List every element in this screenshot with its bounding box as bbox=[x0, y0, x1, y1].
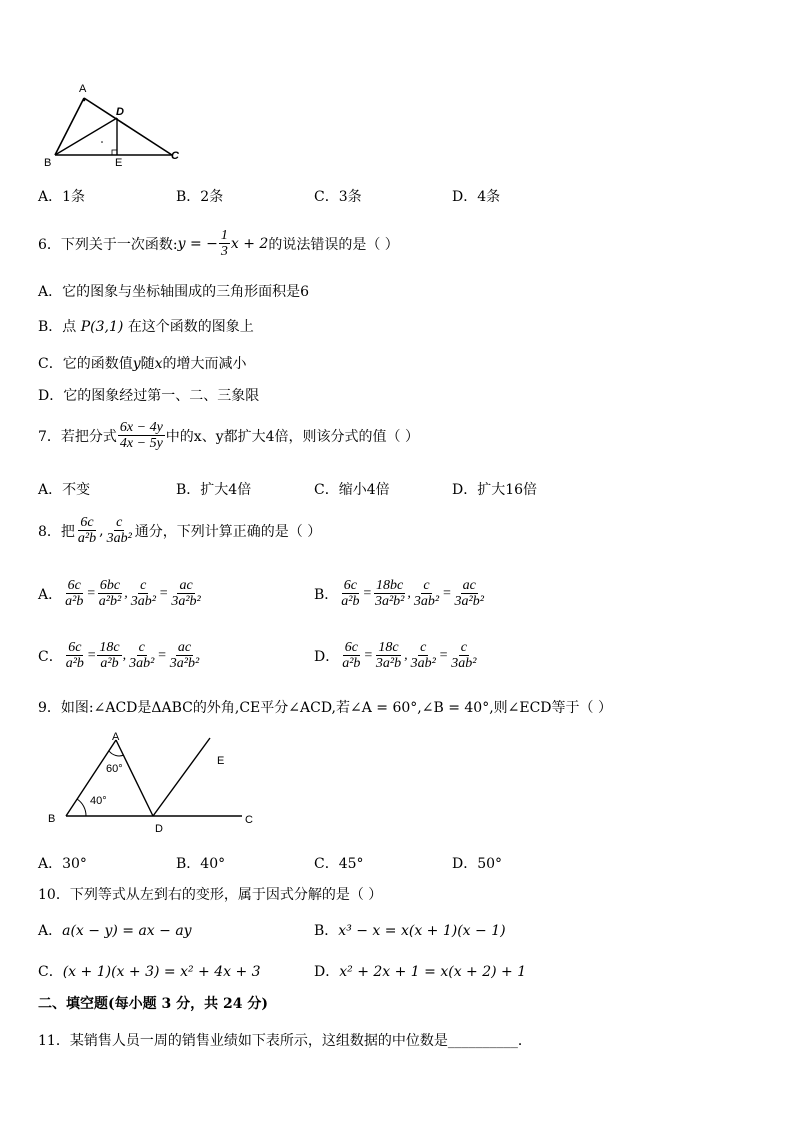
q10-option-d-expr: x² + 2x + 1 = x(x + 2) + 1 bbox=[339, 964, 527, 980]
q9-fig-angle-b: 40° bbox=[90, 795, 107, 807]
q8-a-f4-num: ac bbox=[179, 578, 193, 593]
q6-option-c-y: y bbox=[132, 356, 141, 372]
q8-b-f3-den: 3ab² bbox=[413, 594, 440, 609]
q6-frac-den: 3 bbox=[220, 244, 228, 259]
q10-option-b-expr: x³ − x = x(x + 1)(x − 1) bbox=[338, 923, 506, 939]
q6-option-a[interactable]: A．它的图象与坐标轴围成的三角形面积是6 bbox=[38, 284, 310, 300]
q6-stem bbox=[38, 228, 399, 259]
q10-option-a-label: A． bbox=[38, 923, 63, 939]
q7-frac-num: 6x − 4y bbox=[119, 420, 163, 435]
q6-option-b-point: P(3,1) bbox=[80, 319, 124, 335]
q8-b-f1-den: a²b bbox=[341, 594, 360, 609]
q8-b-f2-den: 3a²b² bbox=[374, 594, 405, 609]
q8-a-f4-den: 3a²b² bbox=[171, 594, 201, 609]
q8-option-b[interactable]: B． $\frac{6c}{\text{a²b}}$ = $\frac{18bc}{\text{3a²b²}}$ , $\frac{c}{\text{3ab²}}$ = $\frac{ac}{\text{3a²b²}}$ bbox=[314, 578, 484, 609]
q6-formula-lhs: y = − bbox=[177, 235, 218, 252]
q8-a-f2-num: 6bc bbox=[99, 578, 121, 593]
fig5-label-c: C bbox=[171, 150, 179, 162]
q6-fraction bbox=[219, 228, 230, 259]
q8-d-f1-num: 6c bbox=[344, 640, 358, 655]
q6-suffix: 的说法错误的是（ ） bbox=[268, 236, 399, 253]
q9-option-a[interactable]: A．30° bbox=[38, 856, 87, 872]
q9-option-d[interactable]: D．50° bbox=[452, 856, 503, 872]
q5-option-c[interactable]: C．3条 bbox=[314, 189, 362, 205]
q8-c-f2-num: 18c bbox=[99, 640, 120, 655]
exterior-angle-figure-q9 bbox=[40, 728, 270, 836]
q7-option-b[interactable]: B．扩大4倍 bbox=[176, 482, 252, 498]
q10-option-a-expr: a(x − y) = ax − ay bbox=[62, 923, 192, 939]
q8-c-f3-den: 3ab² bbox=[129, 656, 155, 671]
q6-option-c-x: x bbox=[154, 356, 163, 372]
q7-prefix: 7．若把分式 bbox=[38, 428, 117, 445]
q8-option-c[interactable]: C． $\frac{6c}{\text{a²b}}$ = $\frac{18c}{\text{a²b}}$ , $\frac{c}{\text{3ab²}}$ = $\frac{ac}{\text{3a²b²}}$ bbox=[38, 640, 200, 671]
q5-option-b[interactable]: B．2条 bbox=[176, 189, 224, 205]
q9-stem: 9．如图:∠ACD是ΔABC的外角,CE平分∠ACD,若∠A = 60°,∠B = 40°,则∠ECD等于（ ） bbox=[38, 700, 612, 716]
fig5-label-e: E bbox=[115, 157, 123, 168]
q8-f1-den: a²b bbox=[77, 531, 97, 546]
q10-option-c[interactable] bbox=[38, 961, 261, 981]
q7-option-d[interactable]: D．扩大16倍 bbox=[452, 482, 538, 498]
q7-suffix: 中的x、y都扩大4倍，则该分式的值（ ） bbox=[165, 428, 419, 445]
q9-fig-angle-a: 60° bbox=[106, 763, 123, 775]
q6-frac-num: 1 bbox=[220, 228, 228, 243]
q8-f2-num: c bbox=[116, 515, 123, 530]
q7-option-c[interactable]: C．缩小4倍 bbox=[314, 482, 390, 498]
q8-option-a-label: A． bbox=[38, 586, 63, 603]
q8-fraction-1 bbox=[76, 515, 98, 546]
q8-f2-den: 3ab² bbox=[106, 531, 132, 546]
q8-b-f3-num: c bbox=[423, 578, 430, 593]
q8-option-d-label: D． bbox=[314, 648, 340, 665]
q7-option-a[interactable]: A．不变 bbox=[38, 482, 91, 498]
q8-d-f3-num: c bbox=[420, 640, 427, 655]
q7-fraction bbox=[118, 420, 165, 451]
q10-option-d-label: D． bbox=[314, 964, 340, 980]
q8-d-f3-den: 3ab² bbox=[410, 656, 436, 671]
q9-option-c[interactable]: C．45° bbox=[314, 856, 364, 872]
q8-stem bbox=[38, 515, 321, 546]
fig5-label-a: A bbox=[79, 83, 87, 95]
q8-c-f1-num: 6c bbox=[68, 640, 82, 655]
q6-option-b[interactable] bbox=[38, 316, 254, 336]
q8-a-f1-den: a²b bbox=[65, 594, 84, 609]
q8-a-f3-num: c bbox=[140, 578, 147, 593]
q6-option-d[interactable]: D．它的图象经过第一、二、三象限 bbox=[38, 388, 260, 404]
q8-f1-num: 6c bbox=[80, 515, 94, 530]
q10-option-b[interactable] bbox=[314, 920, 506, 940]
q11-stem: 11．某销售人员一周的销售业绩如下表所示，这组数据的中位数是__________． bbox=[38, 1033, 532, 1049]
q8-b-f4-num: ac bbox=[462, 578, 476, 593]
q8-b-f2-num: 18bc bbox=[376, 578, 404, 593]
q8-d-f2-den: 3a²b bbox=[375, 656, 402, 671]
q8-c-f3-num: c bbox=[138, 640, 145, 655]
q8-d-f2-num: 18c bbox=[378, 640, 399, 655]
triangle-figure-q5 bbox=[40, 80, 190, 168]
q9-fig-label-e: E bbox=[217, 755, 225, 767]
q5-option-a[interactable]: A．1条 bbox=[38, 189, 86, 205]
q8-b-f4-den: 3a²b² bbox=[454, 594, 484, 609]
q9-fig-label-b: B bbox=[48, 813, 56, 825]
q9-option-b[interactable]: B．40° bbox=[176, 856, 226, 872]
q8-d-f4-num: c bbox=[460, 640, 467, 655]
q10-option-d[interactable] bbox=[314, 961, 526, 981]
q6-prefix: 6．下列关于一次函数: bbox=[38, 236, 178, 253]
q7-stem bbox=[38, 420, 419, 451]
q8-option-a[interactable]: A． $\frac{6c}{\text{a²b}}$ = $\frac{6bc}{\text{a²b²}}$ , $\frac{c}{\text{3ab²}}$ = $\frac{ac}{\text{3a²b²}}$ bbox=[38, 578, 201, 609]
q8-option-b-label: B． bbox=[314, 586, 339, 603]
q7-frac-den: 4x − 5y bbox=[119, 436, 163, 451]
q8-option-c-label: C． bbox=[38, 648, 63, 665]
q10-option-a[interactable] bbox=[38, 920, 192, 940]
q8-separator: , bbox=[99, 522, 104, 539]
q8-fraction-2 bbox=[105, 515, 134, 546]
q10-stem: 10．下列等式从左到右的变形，属于因式分解的是（ ） bbox=[38, 887, 383, 903]
fig5-label-d: D bbox=[116, 106, 124, 118]
q6-option-c-post: 的增大而减小 bbox=[162, 356, 247, 372]
q10-option-c-expr: (x + 1)(x + 3) = x² + 4x + 3 bbox=[62, 964, 261, 980]
q8-a-f2-den: a²b² bbox=[98, 594, 122, 609]
q8-c-f2-den: a²b bbox=[100, 656, 119, 671]
q8-c-f4-den: 3a²b² bbox=[169, 656, 200, 671]
q8-c-f1-den: a²b bbox=[65, 656, 84, 671]
q10-option-c-label: C． bbox=[38, 964, 63, 980]
q6-option-b-pre: B．点 bbox=[38, 319, 77, 335]
q10-option-b-label: B． bbox=[314, 923, 339, 939]
q5-option-d[interactable]: D．4条 bbox=[452, 189, 501, 205]
q8-prefix: 8．把 bbox=[38, 523, 75, 540]
q6-option-c-mid: 随 bbox=[140, 356, 155, 372]
q8-suffix: 通分，下列计算正确的是（ ） bbox=[134, 523, 322, 540]
q6-formula-rhs: x + 2 bbox=[230, 235, 269, 252]
q6-option-b-post: 在这个函数的图象上 bbox=[127, 319, 254, 335]
q8-b-f1-num: 6c bbox=[343, 578, 357, 593]
q8-d-f1-den: a²b bbox=[342, 656, 361, 671]
q6-option-c-pre: C．它的函数值 bbox=[38, 356, 133, 372]
q8-option-d[interactable]: D． $\frac{6c}{\text{a²b}}$ = $\frac{18c}{\text{3a²b}}$ , $\frac{c}{\text{3ab²}}$ = $\frac{c}{\text{3ab²}}$ bbox=[314, 640, 477, 671]
q9-fig-label-d: D bbox=[155, 823, 163, 835]
q9-fig-label-c: C bbox=[245, 814, 253, 826]
q8-a-f1-num: 6c bbox=[67, 578, 81, 593]
q6-option-c[interactable] bbox=[38, 353, 247, 373]
section-heading-fill-in: 二、填空题(每小题 3 分，共 24 分) bbox=[38, 996, 268, 1012]
fig5-label-b: B bbox=[44, 157, 52, 168]
q8-a-f3-den: 3ab² bbox=[130, 594, 156, 609]
q9-fig-label-a: A bbox=[112, 731, 120, 743]
q8-d-f4-den: 3ab² bbox=[451, 656, 477, 671]
q8-c-f4-num: ac bbox=[177, 640, 192, 655]
